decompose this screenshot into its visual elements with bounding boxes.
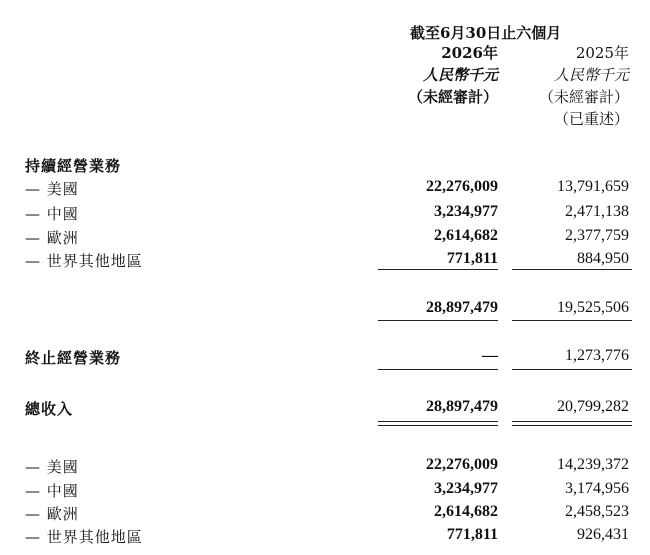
row-value-2025: 884,950 — [577, 250, 629, 267]
col-2026-unaudited: （未經審計） — [407, 88, 498, 106]
continuing-ops-title: 持續經營業務 — [25, 157, 122, 175]
row-label: — 中國 — [25, 482, 79, 500]
row-label: — 美國 — [25, 458, 79, 476]
discontinued-2026: — — [482, 347, 498, 364]
discontinued-2025: 1,273,776 — [565, 347, 629, 364]
col-2026-currency: 人民幣千元 — [422, 66, 498, 84]
subtotal-2026: 28,897,479 — [426, 299, 498, 316]
col-2025-currency: 人民幣千元 — [553, 66, 629, 84]
row-value-2025: 926,431 — [577, 526, 629, 543]
rule — [378, 369, 498, 370]
row-label: — 世界其他地區 — [25, 528, 143, 546]
row-value-2026: 3,234,977 — [434, 480, 498, 497]
row-value-2025: 14,239,372 — [557, 456, 629, 473]
col-2025-unaudited: （未經審計） — [538, 88, 629, 106]
double-rule — [378, 421, 498, 422]
subtotal-2025: 19,525,506 — [557, 299, 629, 316]
total-revenue-title: 總收入 — [25, 400, 74, 418]
double-rule — [512, 425, 632, 426]
row-value-2026: 771,811 — [446, 526, 498, 543]
row-value-2026: 2,614,682 — [434, 227, 498, 244]
row-value-2026: 3,234,977 — [434, 203, 498, 220]
discontinued-ops-title: 終止經營業務 — [25, 349, 122, 367]
col-2026-year: 2026年 — [441, 44, 498, 62]
total-2025: 20,799,282 — [557, 398, 629, 415]
col-2025-restated: （已重述） — [553, 110, 629, 128]
period-header: 截至6月30日止六個月 — [410, 24, 562, 42]
row-value-2025: 13,791,659 — [557, 178, 629, 195]
row-value-2026: 22,276,009 — [426, 456, 498, 473]
rule — [378, 320, 498, 321]
row-value-2025: 2,377,759 — [565, 227, 629, 244]
row-value-2026: 2,614,682 — [434, 503, 498, 520]
rule — [378, 269, 498, 270]
row-label: — 美國 — [25, 180, 79, 198]
row-value-2025: 2,458,523 — [565, 503, 629, 520]
double-rule — [512, 421, 632, 422]
row-label: — 世界其他地區 — [25, 252, 143, 270]
row-value-2025: 2,471,138 — [565, 203, 629, 220]
double-rule — [378, 425, 498, 426]
row-label: — 歐洲 — [25, 505, 79, 523]
rule — [512, 320, 632, 321]
row-label: — 歐洲 — [25, 229, 79, 247]
row-value-2026: 22,276,009 — [426, 178, 498, 195]
total-2026: 28,897,479 — [426, 398, 498, 415]
col-2025-year: 2025年 — [575, 44, 629, 62]
rule — [512, 369, 632, 370]
row-value-2025: 3,174,956 — [565, 480, 629, 497]
row-value-2026: 771,811 — [446, 250, 498, 267]
row-label: — 中國 — [25, 205, 79, 223]
rule — [512, 269, 632, 270]
